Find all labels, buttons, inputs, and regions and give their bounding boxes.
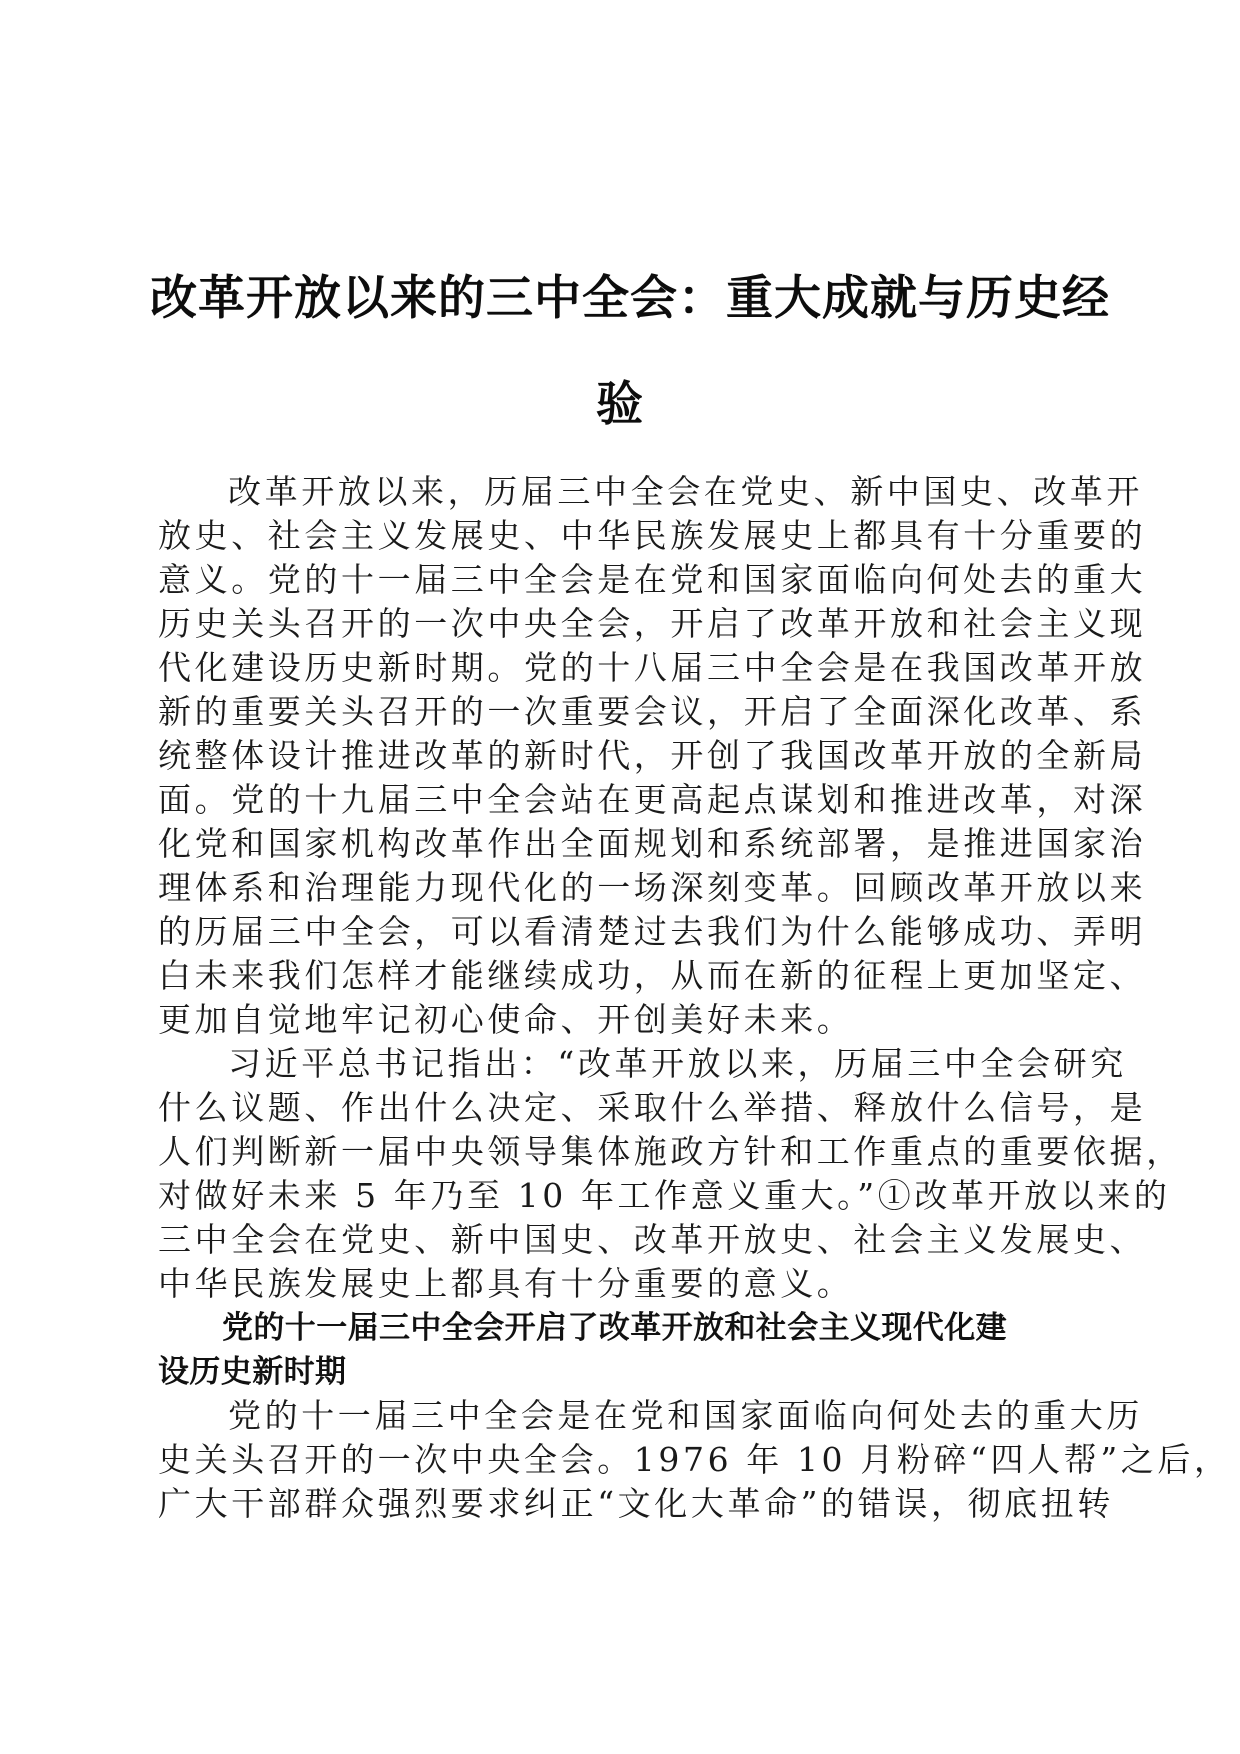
text-line: 的历届三中全会，可以看清楚过去我们为什么能够成功、弄明 <box>158 912 1147 951</box>
text-line: 新的重要关头召开的一次重要会议，开启了全面深化改革、系 <box>158 692 1147 731</box>
document-body <box>158 470 1231 1526</box>
quote-paragraph <box>158 1042 1183 1306</box>
text-line: 面。党的十九届三中全会站在更高起点谋划和推进改革，对深 <box>158 780 1147 819</box>
title-line: 验 <box>596 377 644 432</box>
text-line: 什么议题、作出什么决定、采取什么举措、释放什么信号，是 <box>158 1088 1147 1127</box>
text-line: 党的十一届三中全会是在党和国家面临向何处去的重大历 <box>228 1396 1143 1435</box>
intro-paragraph <box>158 470 1147 1042</box>
text-line: 理体系和治理能力现代化的一场深刻变革。回顾改革开放以来 <box>158 868 1147 907</box>
text-line: 改革开放以来，历届三中全会在党史、新中国史、改革开 <box>228 472 1143 511</box>
section-heading <box>158 1306 1082 1394</box>
text-line: 对做好未来 5 年乃至 10 年工作意义重大。”①改革开放以来的 <box>158 1176 1171 1215</box>
title-line: 改革开放以来的三中全会：重大成就与历史经 <box>150 271 1110 326</box>
text-line: 更加自觉地牢记初心使命、开创美好未来。 <box>158 1000 854 1039</box>
heading-line: 设历史新时期 <box>158 1354 347 1390</box>
text-line: 广大干部群众强烈要求纠正“文化大革命”的错误，彻底扭转 <box>158 1484 1114 1523</box>
text-line: 三中全会在党史、新中国史、改革开放史、社会主义发展史、 <box>158 1220 1147 1259</box>
text-line: 白未来我们怎样才能继续成功，从而在新的征程上更加坚定、 <box>158 956 1147 995</box>
text-line: 中华民族发展史上都具有十分重要的意义。 <box>158 1264 854 1303</box>
text-line: 习近平总书记指出：“改革开放以来，历届三中全会研究 <box>228 1044 1127 1083</box>
text-line: 意义。党的十一届三中全会是在党和国家面临向何处去的重大 <box>158 560 1147 599</box>
section-paragraph <box>158 1394 1231 1526</box>
text-line: 人们判断新一届中央领导集体施政方针和工作重点的重要依据， <box>158 1132 1183 1171</box>
text-line: 化党和国家机构改革作出全面规划和系统部署，是推进国家治 <box>158 824 1147 863</box>
text-line: 史关头召开的一次中央全会。1976 年 10 月粉碎“四人帮”之后， <box>158 1440 1231 1479</box>
document-title <box>150 246 1110 458</box>
text-line: 统整体设计推进改革的新时代，开创了我国改革开放的全新局 <box>158 736 1147 775</box>
heading-line: 党的十一届三中全会开启了改革开放和社会主义现代化建 <box>222 1310 1007 1346</box>
text-line: 代化建设历史新时期。党的十八届三中全会是在我国改革开放 <box>158 648 1147 687</box>
text-line: 放史、社会主义发展史、中华民族发展史上都具有十分重要的 <box>158 516 1147 555</box>
text-line: 历史关头召开的一次中央全会，开启了改革开放和社会主义现 <box>158 604 1147 643</box>
